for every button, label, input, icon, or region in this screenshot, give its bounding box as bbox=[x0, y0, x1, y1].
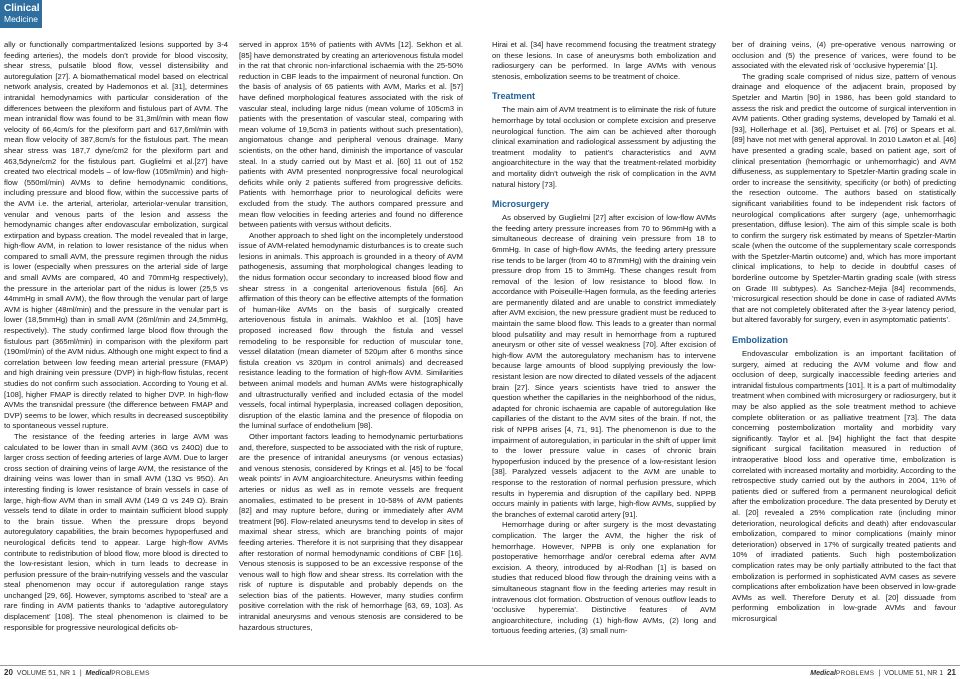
spacer bbox=[492, 82, 716, 86]
brand-rest: PROBLEMS bbox=[835, 670, 875, 677]
footer-right: MedicalPROBLEMS | VOLUME 51, NR 1 21 bbox=[810, 668, 956, 677]
paragraph: The main aim of AVM treatment is to eliminate the risk of future hemorrhage by total occlusion or complete excision and preserve neurological function. The aim can be achieved after thorough clinical examination and radiological assessment by adjusting the treatment modality to patient’s characteristics and AVM angioarchitecture in the way that the treatment-related morbidity and mortality didn’t outweigh the risk of complication in the AVM natural history [73]. bbox=[492, 105, 716, 189]
text-column-2 bbox=[239, 40, 463, 652]
paragraph: The grading scale comprised of nidus size, pattern of venous drainage and eloquence of the adjacent brain, proposed by Spetzler and Martin [90] in 1986, has been gold standard to assess the risk and predict the outcome of surgical intervention in AVM patients. Other grading systems, developed by Tamaki et al. [93], Hollerhage et al. [36], Pertuiset et al. [76] or Spears et al. [89] have not met with general approval. In 2010 Lawton et al. [46] have presented a grading scale, based on patient age, sort of clinical presentation (hemorrhagic or unhemorrhagic) and AVM diffuseness, as supplementary to Spetzler-Martin grading scale in order to increase the sensitivity, specificity (or both) of predicting the resection outcome. The authors based on statistically significant variabilities found to be independent risk factors of neurological complications after surgery (age, unhemorrhagic presentation, diffuse lesion). The aim of this simple scale is both to confirm the surgery risk estimated by means of Spetzler-Martin scale (when the outcome of the supplementary scale corresponds with the Spetzler-Martin outcome) and, which has more important clinical implications, to help to decide in doubtful cases of borderline outcome by Spetzler-Martin grading scale (with stress on Grade III subtypes). As Sanchez-Mejia [84] recommends, ‘microsurgical resection should be done in case of radiated AVMs that are not completely obliterated after the 3-year latency period, but altered favorably for surgery, even in asymptomatic patients’. bbox=[732, 71, 956, 325]
brand-rest: PROBLEMS bbox=[111, 670, 150, 677]
spacer bbox=[732, 326, 956, 330]
brand-bold: Medical bbox=[85, 670, 112, 677]
text-column-3 bbox=[492, 40, 716, 652]
volume-info-left: VOLUME 51, NR 1 bbox=[16, 670, 76, 677]
page-number-right: 21 bbox=[947, 668, 956, 677]
paragraph: Hemorrhage during or after surgery is the most devastating complication. The larger the AVM, the higher the risk of hemorrhage. However, NPPB is only one explanation for postoperative hemorrhage and/or cerebral edema after AVM excision. A theory, introduced by al-Rodhan [1] is based on studies that reduced blood flow through the draining veins with a simultaneous stagnant flow in the feeding arteries may result in intravenous clot formation. Obstruction of venous outflow leads to ‘occlusive hyperemia’. Distinctive features of AVM angioarchitecture, including (1) high-flow AVMs, (2) long and tortuous feeding arteries, (3) small num- bbox=[492, 520, 716, 636]
footer-left: 20 VOLUME 51, NR 1 | MedicalPROBLEMS bbox=[4, 668, 150, 677]
page-footer bbox=[0, 665, 960, 679]
paragraph: Other important factors leading to hemodynamic perturbations and, therefore, suspected to be associated with the risk of rupture, are the presence of intranidal aneurysms (or venous ectasias) and venous stenosis, considered by Krings et al. [45] to be ‘focal weak points’ in AVM angioarchitecture. Aneurysms within feeding arteries or nidus as well as in remote vessels are frequent anomalies, estimated to be present in 10-58% of AVM patients [82] and may rupture before, during or immediately after AVM treatment [96]. Flow-related aneurysms tend to develop in sites of maximal shear stress, which are branching points of major feeding arteries. Therefore it is not surprising that they disappear after restoration of normal hemodynamic conditions of CBF [16]. Venous stenosis is supposed to be an excessive response of the venous wall to high flow and shear stress. Its correlation with the risk of rupture is disputable and probably depends on the selection bias of the patients. However, many studies confirm positive correlation with the risk of hemorrhage [63, 69, 103]. As intranidal aneurysms and venous stenosis are considered to be hazardous structures, bbox=[239, 431, 463, 632]
paragraph: Endovascular embolization is an important facilitation of surgery, aimed at reducing the AVM volume and flow and occlusion of deep, surgically inaccessible feeding arteries and intranidal fistulous compartments [101]. It is a part of multimodality treatment when combined with microsurgery or radiosurgery, but it may be also applied as the sole treatment method to achieve complete obliteration or as palliative treatment [73]. The data concerning postembolization mortality and morbidity vary significantly. Taylor et al. [94] highlight the fact that despite significant surgical facilitation measured in reduction of intraoperative blood loss and operative time, embolization is correlated with increased mortality and morbidity. According to the retrospective study carried out by the authors in 2004, 11% of patients died or suffered from a permanent neurological deficit after the embolization procedure. The data presented by Deruty et al. [20] revealed a 25% complication rate (including minor deterioration, neurological deficits and death) after endovascular embolization, compared to minor complications (mainly minor deterioration) observed in 17% of surgically treated patients and 10% of irradiated patients. Such high postembolization complication rates may be only partially attributed to the fact that embolization is performed in sophisticated AVM cases as severe complications after embolization have been observed in low-grade AVMs as well. Therefore Deruty et al. [20] dissuade from performing embolization in low-grade AVMs and favour microsurgical bbox=[732, 349, 956, 623]
paragraph: As observed by Guglielmi [27] after excision of low-flow AVMs the feeding artery pressure increases from 70 to 96mmHg with a simultaneous decrease of draining vein pressure from 18 to 6mmHg. In case of high-flow AVMs, the feeding artery pressure rise tends to be larger (from 40 to 87mmHg) with the draining vein pressure drop from 15 to 3mmHg. These changes result from removal of the lesion of low resistance to blood flow. In accordance with Poiseuille-Hagen formula, as the feeding arteries are permanently dilated and are unable to constrict immediately after AVM excision, the new pressure gradient must be reduced to maintain the same blood flow. This leads to a greater than normal blood pulsatility and may result in hemorrhage from a ruptured aneurysm or other site of vessel weakness [70]. After excision of high-flow AVM the autoregulatory mechanism has to intervene because large amounts of blood supplying previously the low-resistant lesion are now directed to dilated vessels of the adjacent brain [27]. Since years scientists have tried to answer the question whether the capillaries in the neighborhood of the nidus, adapted for chronic ischaemia are capable of autoregulation like capillaries of the distant to the AVM sites of the brain. If not, the risk of NPPB arises [4, 71, 91]. The phenomenon is due to the impairment of autoregulation, in particular in the shift of upper limit to the lower pressure value in cases of chronic brain hypoperfusion induced by the presence of a low-resistant lesion [38]. Paralyzed vessels adjacent to the AVM are unable to response to the restoration of normal perfusion pressure, which results in hyperemia and disruption of the capillary bed. NPPB occurs mainly in patients with large, high-flow AVMs, supplied by the branches of external carotid artery [91]. bbox=[492, 213, 716, 519]
section-badge bbox=[0, 0, 42, 28]
heading-treatment: Treatment bbox=[492, 91, 536, 102]
volume-info-right: VOLUME 51, NR 1 bbox=[884, 670, 944, 677]
heading-microsurgery: Microsurgery bbox=[492, 199, 550, 210]
text-column-4 bbox=[732, 40, 956, 652]
paragraph: ber of draining veins, (4) pre-operative venous narrowing or occlusion and (5) the presence of varices, were found to be associated with the elevated risk of ‘occlusive hyperemia’ [1]. bbox=[732, 40, 956, 71]
paragraph: Another approach to shed light on the incompletely understood issue of AVM-related hemodynamic disturbances is to create such lesions in animals. This approach is grounded in a theory of AVM pathogenesis, assuming that morphological changes leading to the nidus formation occur secondary to increased blood flow and shear stress in a congenital arteriovenous fistula [66]. An affirmation of this theory can be effective attempts of the formation of human-like AVMs on the basis of surgically created arteriovenous fistula in animals. Wakhloo et al. [105] have proposed increased flow through the fistula and vessel remodeling to be responsible for reduction of muscular tone, vessel dilatation (mean diameter of 520μm after 6 months since fistula creation vs 320μm in control animals) and decreased resistance leading to the formation of high-flow AVM. Similarities between animal models and human AVMs were histographically and ultrastructurally verified and included ectasia of the model vessels, focal intimal hyperplasia, increased collagen deposition, disruption of the elastic lamina and the presence of filopodia on the luminal surface of endothelium [98]. bbox=[239, 230, 463, 431]
paragraph: Hirai et al. [34] have recommend focusing the treatment strategy on these lesions. In case of aneurysms both embolization and radiosurgery can be performed. In large AVMs with venous stenosis, embolization seems to be treatment of choice. bbox=[492, 40, 716, 81]
section-badge-line2: Medicine bbox=[4, 14, 39, 24]
paragraph: The resistance of the feeding arteries in large AVM was calculated to be lower than in small AVM (36Ω vs 240Ω) due to larger cross section of feeding arteries of large AVM. Due to larger cross section of draining veins of large AVM, the resistance of the draining veins was lower than in small AVM (13Ω vs 95Ω). An interesting finding is lower resistance of brain vessels in case of large, high-flow AVM than in small AVM (149 Ω vs 249 Ω). Brain vessels tend to dilate in order to maintain sufficient blood supply to the brain tissue. When the pressure drops beyond autoregulatory capabilities, the brain becomes hypoperfused and neurological deficits tend to appear. Large high-flow AVMs contribute to redistribution of blood flow, more blood is directed to the low-resistant lesion, which in turn leads to decrease in perfusion pressure of the brain-nutrifying vessels and the vascular steal phenomenon may occur if autoregulation range stays unchanged [29, 66]. However, symptoms ascribed to ‘steal’ are a rare finding in AVM patients thanks to ‘adaptive autoregulatory displacement’ [108]. The steal phenomenon is claimed to be responsible for progressive neurological deficits ob- bbox=[4, 431, 228, 632]
page-number-left: 20 bbox=[4, 668, 13, 677]
journal-brand-left bbox=[86, 670, 150, 677]
text-column-1 bbox=[4, 40, 228, 652]
paragraph: served in approx 15% of patients with AVMs [12]. Sekhon et al. [85] have demonstrated by creating an arteriovenous fistula model in the rat that chronic non-infarctional ischaemia with the 25-50% reduction in CBF leads to the impairment of neuronal function. On the basis of analysis of 65 patients with AVM, Marks et al. [57] have defined morphological features associated with the risk of vascular steal, including large nidus (mean volume of 105cm3 in patients with the presentation of vascular steal, comparing with mean volume of 19,5cm3 in patients without such presentation), angiomatous change and peripheral venous drainage. Many scientists, on the other hand, diminish the importance of vascular steal. In a study carried out by Mast et al. [60] 11 out of 152 patients with AVM presented nonprogressive focal neurological deficits while only 2 patients suffered from progressive deficits. Patients with hemorrhage prior to neurological deficits were excluded from the study. The authors compared pressure and mean flow velocities in feeding arteries and found no difference between patients with versus without deficits. bbox=[239, 40, 463, 230]
paragraph: ally or functionally compartmentalized lesions supported by 3-4 feeding arteries), the models don’t provide for blood viscosity, shear stress, pulsatile blood flow, vessel distensibility and autoregulation [27]. A biomathematical model based on electrical network analysis, created by Hademonos et al. [31], determines intranidal hemodynamics with particular consideration of the differences between the plexiform and fistulous part of AVM. The mean intranidal flow was found to be 31,3ml/min with mean flow velocity of 66,4cm/s for the plexiform part and 617,6ml/min with mean flow velocity of 387,8cm/s for the fistulous part. The mean shear stress was 187,7 dyne/cm2 for the plexiform part and 463,5dyne/cm2 for the fistulous part. Guglielmi et al.[27] have created two electrical models – of low-flow (105ml/min) and high-flow (550ml/min) AVMs to define hemodynamic conditions, including pressure and blood flow, within the successive parts of the AVM i.e. the arterial, arteriolar, arteriolar-venular transition, venular and venous parts of the lesion and assess the hemodynamic changes after endovascular embolization, surgical extirpation and bypass creation. The model revealed that in large, high-flow AVM, in relation to lower resistance of the nidus when compared to small AVM, the pressure regimen through the nidus is lower (especially when pressures on the arterial side of large and small AVMs are compared, 40 and 70mmHg respectively), the pressure in the arteriolar part of the nidus is lower (25,5 vs 44mmHg in small AVM), the flow through the venular part of large AVM is higher (48ml/min) and the pressure in the venular part is lower (18,5mmHg) than in small AVM (26ml/min and 24,5mmHg, respectively). The study confirmed large blood flow through the fistulous part (365ml/min) in comparison with the plexiform part (190ml/min) of the AVM nidus. Although one might expect to find a correlation between low feeding mean arterial pressure (FMAP) and high draining vein pressure (DVP) in high-flow fistulas, recent studies do not confirm such association. According to Young et al. [108], higher FMAP is directly related to higher DVP. In high-flow AVMs the transnidal pressure (the difference between FMAP and DVP) seems to be lower, which results in decreased susceptibility to spontaneous vessel rupture. bbox=[4, 40, 228, 431]
journal-brand-right bbox=[810, 670, 874, 677]
footer-rule bbox=[0, 665, 960, 666]
heading-embolization: Embolization bbox=[732, 335, 788, 346]
brand-bold: Medical bbox=[810, 670, 836, 677]
section-badge-line1: Clinical bbox=[4, 3, 40, 14]
spacer bbox=[492, 190, 716, 194]
